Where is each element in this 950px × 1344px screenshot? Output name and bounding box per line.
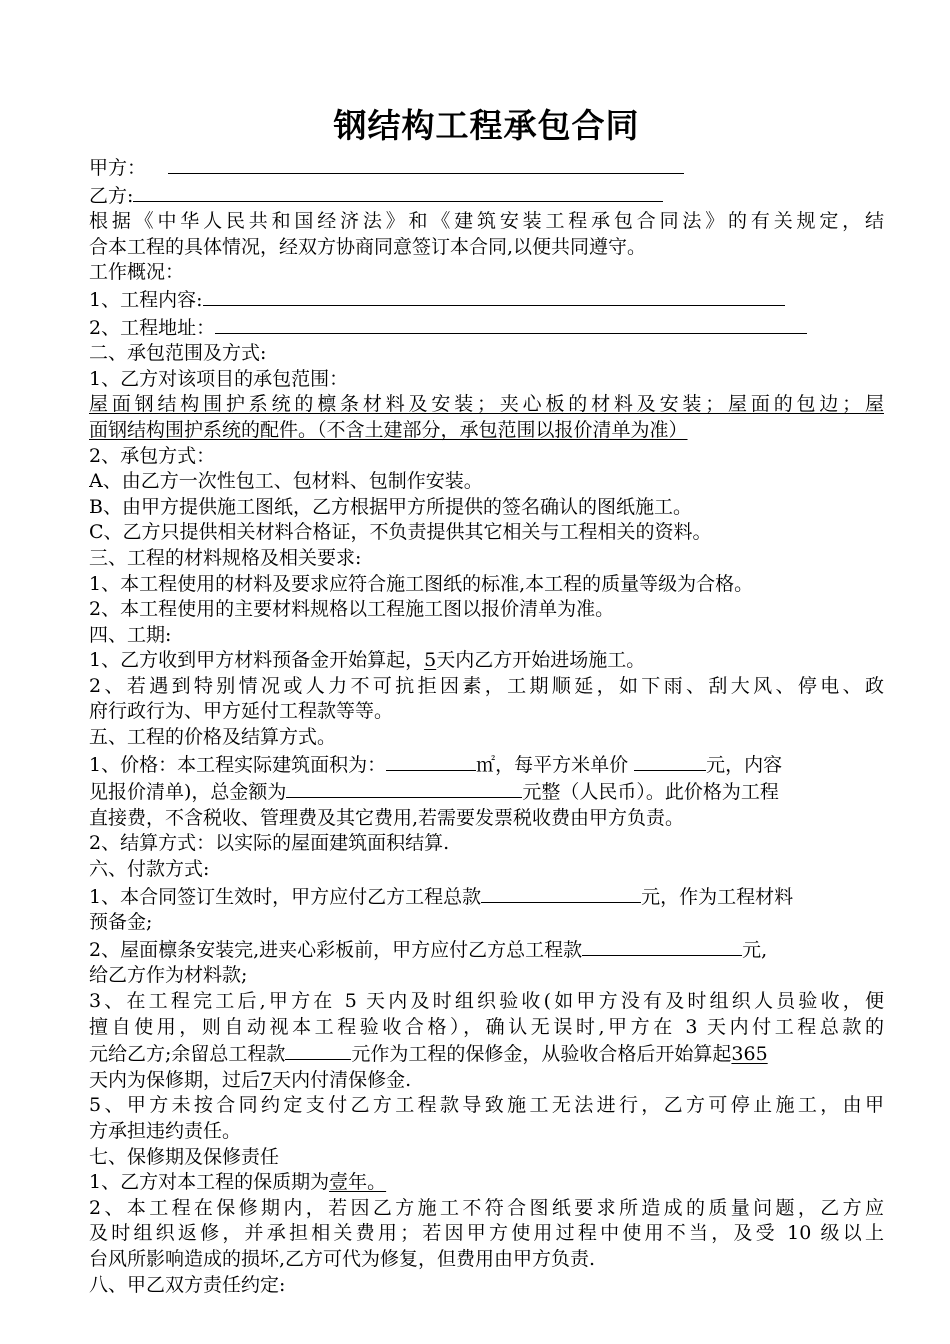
- price-line-3: 直接费，不含税收、管理费及其它费用,若需要发票税收费由甲方负责。: [89, 806, 685, 829]
- intro-line-1: 根据《中华人民共和国经济法》和《建筑安装工程承包合同法》的有关规定，结: [89, 210, 884, 233]
- intro-line-2: 合本工程的具体情况，经双方协商同意签订本合同,以便共同遵守。: [89, 235, 647, 258]
- party-b-line: [89, 182, 884, 210]
- scope-item-1: 1、乙方对该项目的承包范围：: [89, 367, 349, 390]
- warranty-line-4: 台风所影响造成的损坏,乙方可代为修复，但费用由甲方负责.: [89, 1247, 596, 1270]
- warranty-line-3: 及时组织返修，并承担相关费用；若因甲方使用过程中使用不当，及受 10 级以上: [89, 1222, 884, 1245]
- price-area-label: 1、价格：本工程实际建筑面积为：: [89, 753, 387, 776]
- payment-line-9: 5、甲方未按合同约定支付乙方工程款导致施工无法进行，乙方可停止施工，由甲: [89, 1094, 884, 1117]
- payment-line-10: 方承担违约责任。: [89, 1119, 242, 1142]
- scope-option-c: C、乙方只提供相关材料合格证，不负责提供其它相关与工程相关的资料。: [89, 521, 712, 544]
- project-content-label: 1、工程内容:: [89, 288, 203, 311]
- period-item-2-line-2: 府行政行为、甲方延付工程款等等。: [89, 700, 394, 723]
- overview-heading: 工作概况：: [89, 261, 185, 284]
- retention-blank: [285, 1040, 351, 1060]
- payment-line-2: 预备金;: [89, 911, 153, 934]
- period-item-1: [89, 648, 884, 674]
- payment-line-1: [89, 883, 884, 911]
- payment-line-6: 擅自使用，则自动视本工程验收合格），确认无误时,甲方在 3 天内付工程总款的: [89, 1015, 884, 1038]
- payment-line-3: [89, 936, 884, 964]
- project-content-blank: [203, 286, 785, 306]
- scope-desc-line-1: 屋面钢结构围护系统的檩条材料及安装；夹心板的材料及安装；屋面的包边；屋: [89, 393, 884, 416]
- price-settlement: 2、结算方式：以实际的屋面建筑面积结算.: [89, 832, 450, 855]
- scope-item-2: 2、承包方式：: [89, 444, 216, 467]
- payment-2-label: 2、屋面檩条安装完,进夹心彩板前，甲方应付乙方总工程款: [89, 938, 583, 961]
- payment-line-7: [89, 1040, 884, 1068]
- party-a-line: [89, 154, 884, 182]
- price-unit-tail: 元，内容: [706, 753, 783, 776]
- scope-option-b: B、由甲方提供施工图纸，乙方根据甲方所提供的签名确认的图纸施工。: [89, 495, 692, 518]
- scope-heading: 二、承包范围及方式:: [89, 342, 267, 365]
- scope-option-a: A、由乙方一次性包工、包材料、包制作安装。: [89, 470, 483, 493]
- warranty-days: 365: [731, 1043, 768, 1066]
- scope-desc-line-2: 面钢结构围护系统的配件。（不含土建部分，承包范围以报价清单为准）: [89, 418, 688, 441]
- payment-1-tail: 元，作为工程材料: [641, 885, 794, 908]
- period-start-days: 5: [424, 649, 437, 672]
- payment-3-text: 元给乙方;余留总工程款: [89, 1043, 286, 1066]
- warranty-heading: 七、保修期及保修责任: [89, 1145, 280, 1168]
- unit-price-blank: [634, 751, 706, 771]
- price-line-1: [89, 751, 884, 779]
- materials-item-1: 1、本工程使用的材料及要求应符合施工图纸的标准,本工程的质量等级为合格。: [89, 572, 754, 595]
- payment-2-tail: 元,: [742, 938, 768, 961]
- payment-line-8: [89, 1068, 884, 1094]
- warranty-1-label: 1、乙方对本工程的保质期为: [89, 1171, 330, 1194]
- warranty-line-1: [89, 1170, 884, 1196]
- price-total-tail: 元整（人民币）。此价格为工程: [522, 781, 779, 804]
- retention-pay-days: 7: [260, 1068, 273, 1091]
- payment-line-4: 给乙方作为材料款;: [89, 964, 248, 987]
- period-heading: 四、工期:: [89, 623, 172, 646]
- project-address-blank: [215, 314, 807, 334]
- payment-3-mid: 元作为工程的保修金，从验收合格后开始算起: [351, 1043, 732, 1066]
- payment-3-end: 天内付清保修金.: [272, 1068, 412, 1091]
- contract-page: [89, 102, 884, 1298]
- price-total-label: 见报价清单)，总金额为: [89, 781, 287, 804]
- project-content-line: [89, 286, 884, 314]
- total-amount-blank: [286, 778, 522, 798]
- party-b-blank: [133, 182, 663, 202]
- materials-heading: 三、工程的材料规格及相关要求:: [89, 546, 362, 569]
- project-address-label: 2、工程地址：: [89, 316, 216, 339]
- period-item-1-tail: 天内乙方开始进场施工。: [436, 649, 646, 672]
- price-line-2: [89, 778, 884, 806]
- materials-item-2: 2、本工程使用的主要材料规格以工程施工图以报价清单为准。: [89, 598, 615, 621]
- payment-3-after: 天内为保修期，过后: [89, 1068, 261, 1091]
- area-blank: [386, 751, 476, 771]
- warranty-period: 壹年。: [329, 1171, 387, 1194]
- responsibility-heading: 八、甲乙双方责任约定:: [89, 1273, 286, 1296]
- party-a-label: 甲方：: [89, 157, 147, 179]
- party-b-label: 乙方:: [89, 184, 134, 207]
- material-payment-blank: [582, 936, 742, 956]
- document-title: 钢结构工程承包合同: [333, 106, 640, 145]
- warranty-line-2: 2、本工程在保修期内，若因乙方施工不符合图纸要求所造成的质量问题，乙方应: [89, 1196, 884, 1219]
- period-item-2-line-1: 2、若遇到特别情况或人力不可抗拒因素，工期顺延，如下雨、刮大风、停电、政: [89, 674, 884, 697]
- payment-1-label: 1、本合同签订生效时，甲方应付乙方工程总款: [89, 885, 482, 908]
- price-heading: 五、工程的价格及结算方式。: [89, 726, 337, 749]
- advance-payment-blank: [481, 883, 641, 903]
- period-item-1-text: 1、乙方收到甲方材料预备金开始算起，: [89, 649, 425, 672]
- project-address-line: [89, 314, 884, 342]
- payment-heading: 六、付款方式:: [89, 858, 210, 881]
- price-unit-label: ㎡，每平方米单价: [476, 753, 635, 776]
- party-a-blank: [168, 154, 684, 174]
- payment-line-5: 3、在工程完工后,甲方在 5 天内及时组织验收(如甲方没有及时组织人员验收，便: [89, 990, 884, 1012]
